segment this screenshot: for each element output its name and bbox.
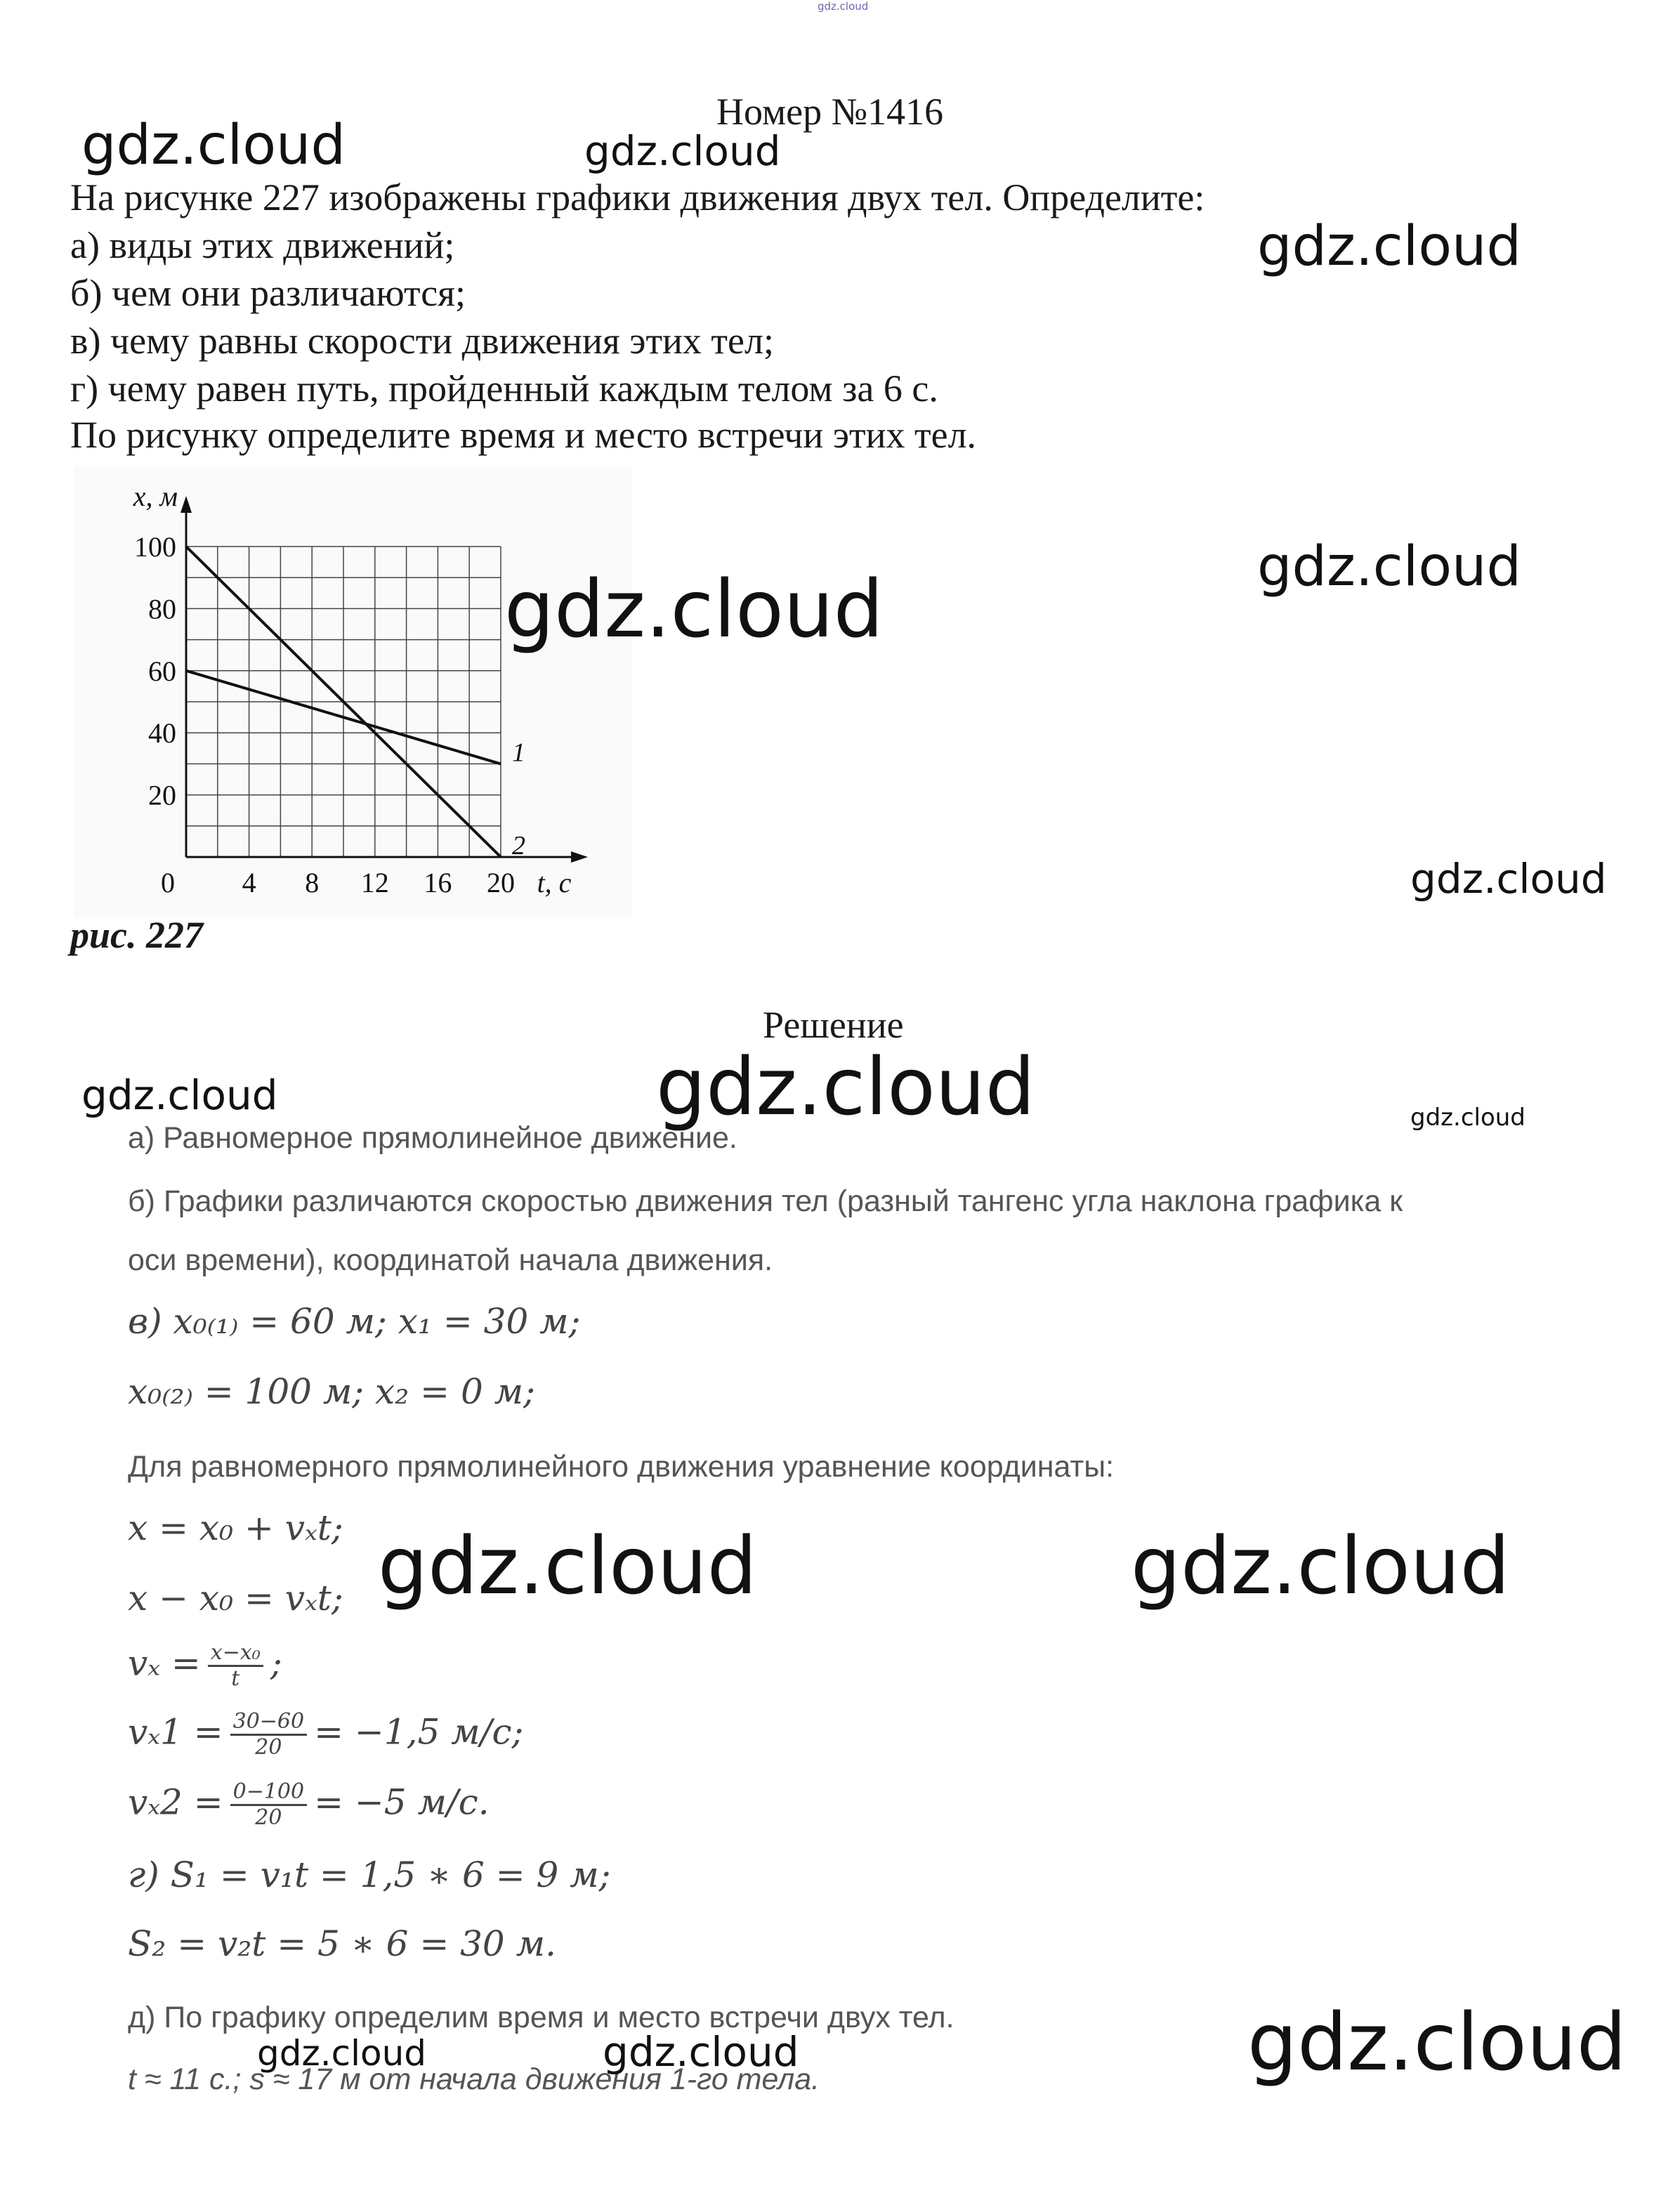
- equation-1: x = x₀ + vₓt;: [128, 1507, 343, 1548]
- equation-4-fraction: [230, 1710, 307, 1760]
- equation-4-numerator: 30−60: [230, 1710, 307, 1736]
- equation-4-denominator: 20: [255, 1735, 282, 1760]
- watermark-12: gdz.cloud: [1247, 1997, 1627, 2088]
- equation-5-numerator: 0−100: [230, 1780, 307, 1806]
- equation-3: [128, 1641, 282, 1691]
- top-tiny-watermark: gdz.cloud: [818, 0, 869, 13]
- task-line-5: г) чему равен путь, пройденный каждым телом за 6 с.: [70, 367, 938, 410]
- equation-3-fraction: [208, 1641, 263, 1691]
- equation-4-left: vₓ1 =: [128, 1711, 223, 1753]
- watermark-4: gdz.cloud: [1257, 535, 1521, 599]
- chart-labels: [133, 480, 572, 898]
- task-line-4: в) чему равны скорости движения этих тел;: [70, 320, 774, 362]
- solution-eq-intro: Для равномерного прямолинейного движения уравнение координаты:: [128, 1450, 1115, 1484]
- solution-a: а) Равномерное прямолинейное движение.: [128, 1121, 737, 1155]
- equation-5-left: vₓ2 =: [128, 1781, 223, 1823]
- y-tick-label: 20: [148, 779, 176, 811]
- watermark-14: gdz.cloud: [603, 2028, 799, 2076]
- series-label-2: 2: [512, 831, 525, 861]
- watermark-7: gdz.cloud: [81, 1071, 278, 1119]
- equation-3-right: ;: [270, 1642, 282, 1684]
- chart-axes: [181, 496, 588, 863]
- solution-heading: Решение: [763, 1004, 904, 1046]
- series-label-1: 1: [512, 738, 525, 768]
- x-tick-label: 8: [305, 867, 320, 898]
- y-tick-label: 40: [148, 717, 176, 750]
- y-tick-label: 100: [134, 531, 176, 563]
- x-tick-label: 16: [424, 867, 452, 898]
- solution-b-line2: оси времени), координатой начала движения.: [128, 1243, 773, 1277]
- equation-4-right: = −1,5 м/с;: [314, 1711, 524, 1753]
- equation-2: x − x₀ = vₓt;: [128, 1578, 343, 1618]
- watermark-2: gdz.cloud: [584, 127, 781, 175]
- y-axis-arrow: [181, 496, 192, 513]
- task-line-6: По рисунку определите время и место встречи этих тел.: [70, 414, 977, 456]
- task-line-1: На рисунке 227 изображены графики движения двух тел. Определите:: [70, 176, 1205, 218]
- equation-5-denominator: 20: [255, 1805, 282, 1830]
- solution-g-line1: г) S₁ = v₁t = 1,5 ∗ 6 = 9 м;: [128, 1855, 611, 1895]
- equation-5-right: = −5 м/с.: [314, 1781, 490, 1823]
- figure-caption: рис. 227: [70, 914, 203, 956]
- x-tick-label: 12: [360, 867, 389, 898]
- solution-v-line1: в) x₀₍₁₎ = 60 м; x₁ = 30 м;: [128, 1301, 581, 1342]
- equation-4: [128, 1710, 523, 1760]
- x-axis-label: t, c: [537, 867, 572, 898]
- solution-g-line2: S₂ = v₂t = 5 ∗ 6 = 30 м.: [128, 1923, 556, 1964]
- equation-5-fraction: [230, 1780, 307, 1830]
- x-axis-arrow: [571, 851, 588, 863]
- equation-5: [128, 1780, 490, 1830]
- watermark-8: gdz.cloud: [656, 1042, 1035, 1133]
- task-line-2: а) виды этих движений;: [70, 224, 455, 266]
- equation-3-left: vₓ =: [128, 1642, 201, 1684]
- watermark-5: gdz.cloud: [504, 564, 884, 655]
- figure-227: [74, 467, 632, 917]
- motion-chart: [74, 467, 632, 917]
- equation-3-denominator: t: [231, 1666, 240, 1691]
- solution-d-line1: д) По графику определим время и место встречи двух тел.: [128, 2001, 954, 2034]
- watermark-11: gdz.cloud: [1131, 1521, 1510, 1612]
- watermark-9: gdz.cloud: [1410, 1104, 1525, 1132]
- solution-v-line2: x₀₍₂₎ = 100 м; x₂ = 0 м;: [128, 1371, 535, 1412]
- watermark-1: gdz.cloud: [81, 114, 346, 177]
- x-tick-label: 20: [487, 867, 515, 898]
- y-tick-label: 80: [148, 593, 176, 625]
- watermark-3: gdz.cloud: [1257, 215, 1521, 278]
- solution-b-line1: б) Графики различаются скоростью движения тел (разный тангенс угла наклона графика к: [128, 1184, 1403, 1218]
- page-title: Номер №1416: [716, 91, 944, 133]
- x-tick-label: 4: [242, 867, 256, 898]
- task-line-3: б) чем они различаются;: [70, 272, 466, 314]
- watermark-6: gdz.cloud: [1410, 855, 1607, 903]
- y-axis-label: x, м: [133, 480, 178, 512]
- x-tick-label: 0: [161, 867, 175, 898]
- solution-d-line2: t ≈ 11 с.; s ≈ 17 м от начала движения 1-го тела.: [128, 2062, 820, 2096]
- watermark-10: gdz.cloud: [378, 1521, 757, 1612]
- watermark-13: gdz.cloud: [257, 2033, 427, 2074]
- y-tick-label: 60: [148, 655, 176, 687]
- equation-3-numerator: x−x₀: [208, 1641, 263, 1667]
